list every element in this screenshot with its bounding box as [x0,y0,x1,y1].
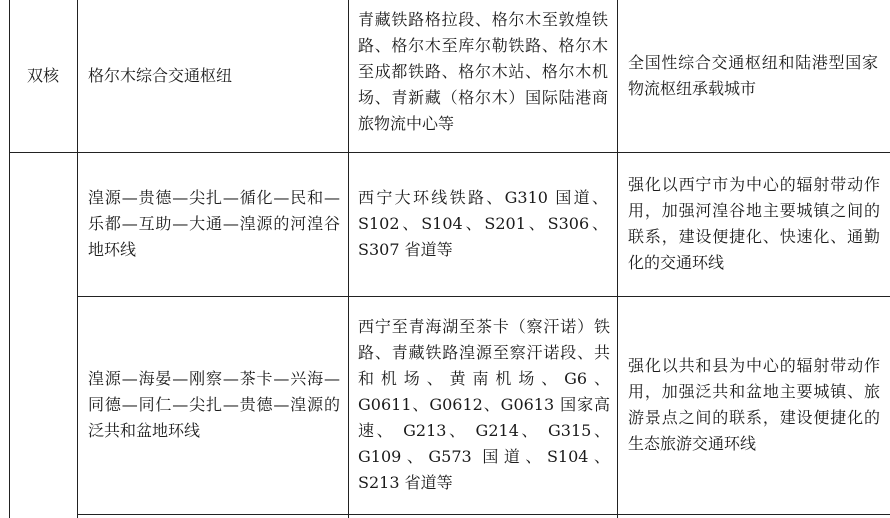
function-cell: 全国性综合交通枢纽和陆港型国家物流枢纽承载城市 [628,53,878,98]
function-cell: 强化以西宁市为中心的辐射带动作用，加强河湟谷地主要城镇之间的联系，建设便捷化、快速化、通勤化的交通环线 [628,175,880,272]
infrastructure-cell: 青藏铁路格拉段、格尔木至敦煌铁路、格尔木至库尔勒铁路、格尔木至成都铁路、格尔木站、格尔木机场、青新藏（格尔木）国际陆港商旅物流中心等 [358,10,608,133]
column-divider-1 [77,0,78,518]
table-row [88,296,340,514]
table-row [9,0,77,152]
node-cell: 湟源—海晏—刚察—茶卡—兴海—同德—同仁—尖扎—贵德—湟源的泛共和盆地环线 [88,369,340,440]
table-row [88,152,340,296]
infrastructure-cell: 西宁大环线铁路、G310 国道、S102、S104、S201、S306、S307 省道等 [358,188,608,259]
node-cell: 格尔木综合交通枢纽 [88,66,233,85]
infrastructure-cell: 西宁至青海湖至茶卡（察汗诺）铁路、青藏铁路湟源至察汗诺段、共和机场、黄南机场、G6、G0611、G0612、G0613 国家高速、 G213、 G214、 G315、G109、G573 国道、S104、S213 省道等 [358,317,610,492]
function-cell: 强化以共和县为中心的辐射带动作用，加强泛共和盆地主要城镇、旅游景点之间的联系，建设便捷化的生态旅游交通环线 [628,356,880,453]
column-divider-3 [617,0,618,518]
row-divider-3 [77,514,890,515]
category-cell: 双核 [26,66,59,85]
column-divider-2 [348,0,349,518]
node-cell: 湟源—贵德—尖扎—循化—民和—乐都—互助—大通—湟源的河湟谷地环线 [88,188,340,259]
